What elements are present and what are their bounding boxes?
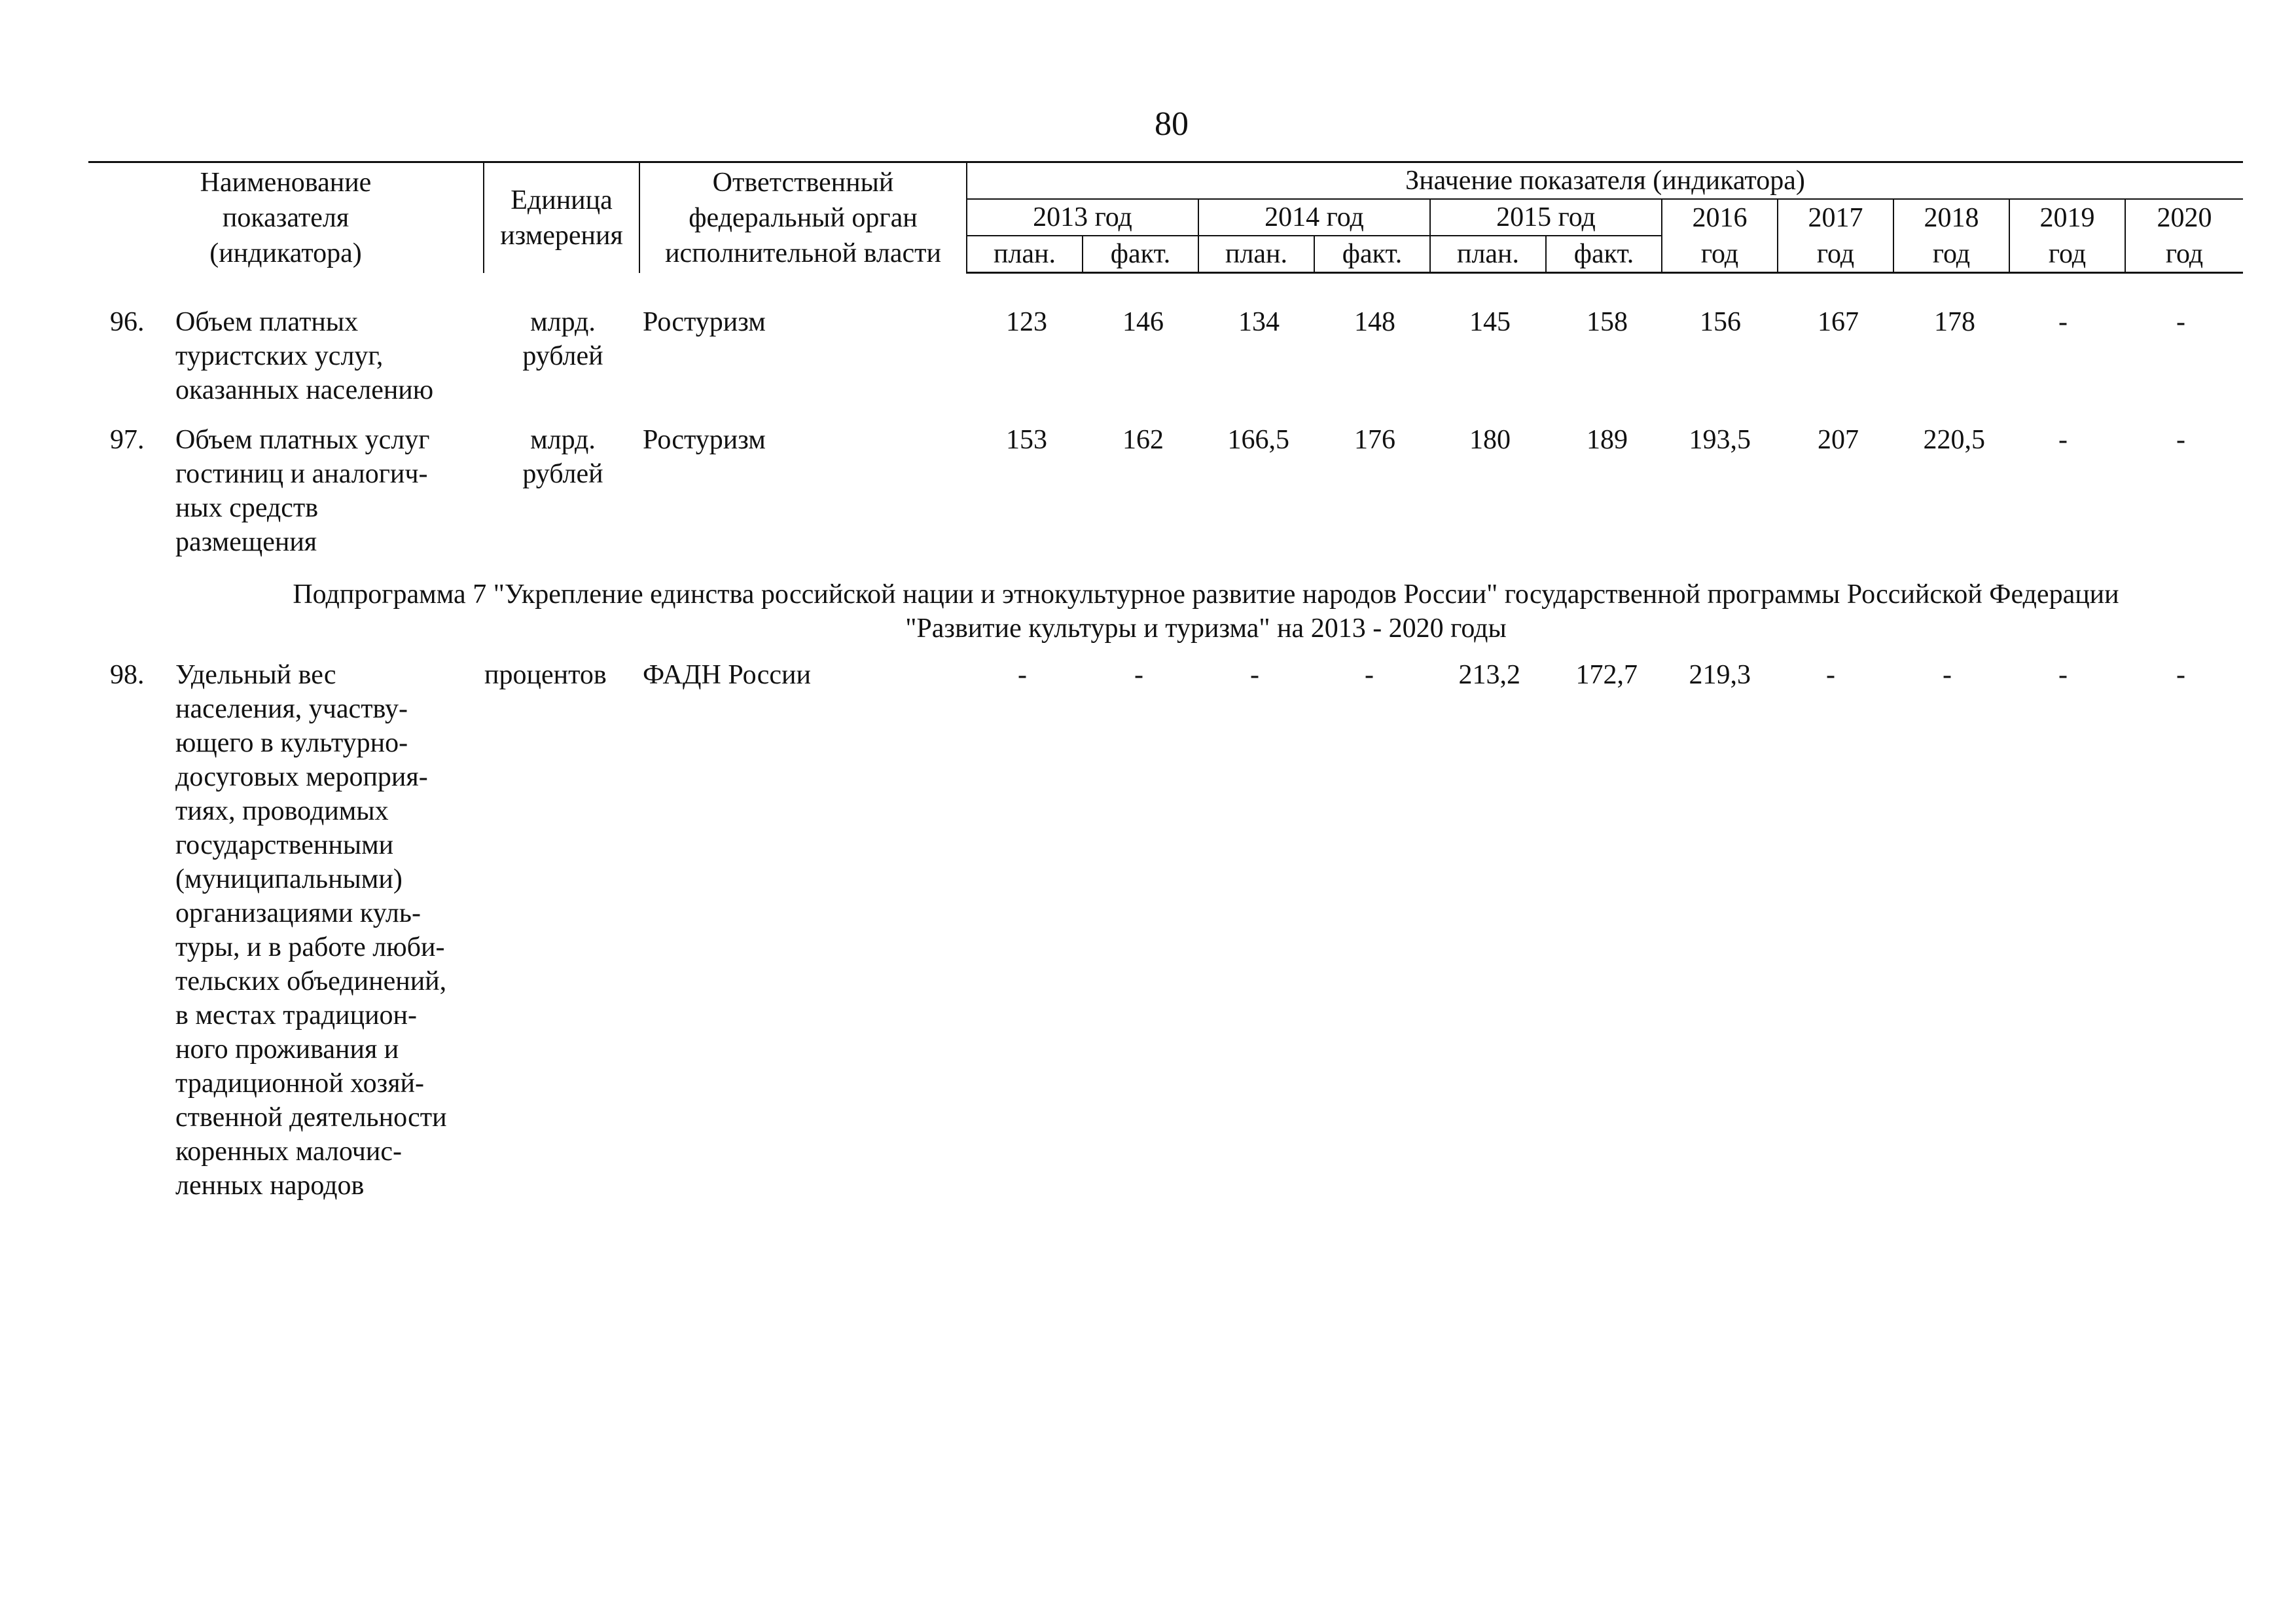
value-2017: 167 <box>1818 307 1859 337</box>
value-2013-plan: 123 <box>1006 307 1047 337</box>
value-2014-fact: 148 <box>1354 307 1395 337</box>
row-number: 98. <box>110 660 145 690</box>
value-2014-fact: - <box>1365 660 1374 690</box>
indicator-name <box>175 658 447 1203</box>
table-header <box>88 161 2243 274</box>
value-2013-plan: 153 <box>1006 425 1047 455</box>
indicator-name-line: организациями куль- <box>175 898 421 928</box>
indicator-name <box>175 423 429 559</box>
indicator-name-line: ных средств <box>175 493 319 523</box>
header-fact-2013: факт. <box>1083 236 1198 273</box>
subprogram-heading <box>88 577 2296 646</box>
unit: процентов <box>484 660 607 690</box>
value-2015-fact: 189 <box>1587 425 1628 455</box>
value-2013-fact: - <box>1134 660 1143 690</box>
header-unit-line: Единица <box>511 185 613 215</box>
header-fact-2014: факт. <box>1314 236 1430 273</box>
header-unit-column <box>484 162 639 273</box>
value-2014-plan: 134 <box>1238 307 1280 337</box>
indicator-name-line: в местах традицион- <box>175 1000 418 1030</box>
page-number: 80 <box>1155 105 1189 143</box>
value-2018: - <box>1943 660 1952 690</box>
value-2015-fact: 158 <box>1587 307 1628 337</box>
value-2020: - <box>2176 425 2185 455</box>
unit <box>497 305 628 373</box>
indicator-name-line: ленных народов <box>175 1171 365 1201</box>
indicator-name-line: Объем платных <box>175 307 359 337</box>
indicator-name-line: коренных малочис- <box>175 1137 402 1167</box>
indicator-name-line: туристских услуг, <box>175 341 384 371</box>
header-year-word-2018: год <box>1893 236 2009 273</box>
header-year-2020: 2020 <box>2125 199 2243 236</box>
header-agency-line: федеральный орган <box>689 202 918 233</box>
header-agency-line: исполнительной власти <box>665 238 941 268</box>
header-year-2018: 2018 <box>1893 199 2009 236</box>
header-name-line: (индикатора) <box>209 238 362 268</box>
header-year-word-2017: год <box>1778 236 1893 273</box>
value-2014-plan: 166,5 <box>1227 425 1289 455</box>
indicator-name-line: туры, и в работе люби- <box>175 932 445 962</box>
header-plan-2013: план. <box>967 236 1083 273</box>
value-2015-plan: 180 <box>1469 425 1511 455</box>
indicator-name-line: Удельный вес <box>175 660 336 690</box>
value-2015-fact: 172,7 <box>1575 660 1638 690</box>
table-row <box>0 423 2296 564</box>
value-2016: 156 <box>1700 307 1741 337</box>
indicator-name-line: населения, участву- <box>175 694 408 724</box>
value-2013-fact: 146 <box>1122 307 1164 337</box>
indicator-name-line: ющего в культурно- <box>175 728 408 758</box>
value-2013-plan: - <box>1018 660 1027 690</box>
value-2015-plan: 213,2 <box>1458 660 1520 690</box>
header-year-2016: 2016 <box>1662 199 1778 236</box>
header-year-word-2016: год <box>1662 236 1778 273</box>
header-year-word-2020: год <box>2125 236 2243 273</box>
header-agency-column <box>639 162 967 273</box>
value-2019: - <box>2058 660 2068 690</box>
subprogram-heading-line: "Развитие культуры и туризма" на 2013 - 2020 годы <box>905 613 1507 644</box>
header-name-line: Наименование <box>200 167 372 198</box>
value-2017: - <box>1826 660 1835 690</box>
indicator-name-line: тельских объединений, <box>175 966 447 996</box>
agency: Ростуризм <box>643 307 766 337</box>
value-2018: 220,5 <box>1923 425 1985 455</box>
indicator-name-line: размещения <box>175 527 317 557</box>
value-2015-plan: 145 <box>1469 307 1511 337</box>
header-plan-2014: план. <box>1198 236 1314 273</box>
indicator-name-line: традиционной хозяй- <box>175 1068 425 1099</box>
header-unit-line: измерения <box>500 220 623 251</box>
unit-line: рублей <box>522 459 603 489</box>
value-2014-fact: 176 <box>1354 425 1395 455</box>
header-year-2013: 2013 год <box>967 199 1198 236</box>
value-2016: 193,5 <box>1689 425 1751 455</box>
indicator-name <box>175 305 433 407</box>
agency: Ростуризм <box>643 425 766 455</box>
value-2017: 207 <box>1818 425 1859 455</box>
table-row <box>0 305 2296 410</box>
value-2013-fact: 162 <box>1122 425 1164 455</box>
indicator-name-line: государственными <box>175 830 394 860</box>
header-name-column <box>88 162 484 273</box>
unit <box>497 423 628 491</box>
indicator-name-line: ного проживания и <box>175 1034 399 1065</box>
table-row <box>0 658 2296 1208</box>
header-year-2015: 2015 год <box>1430 199 1662 236</box>
header-values-title: Значение показателя (индикатора) <box>967 162 2243 200</box>
header-plan-2015: план. <box>1430 236 1546 273</box>
value-2016: 219,3 <box>1689 660 1751 690</box>
indicator-name-line: (муниципальными) <box>175 864 403 894</box>
value-2020: - <box>2176 307 2185 337</box>
value-2018: 178 <box>1934 307 1975 337</box>
indicator-name-line: тиях, проводимых <box>175 796 389 826</box>
unit-line: млрд. <box>530 425 596 455</box>
value-2019: - <box>2058 425 2068 455</box>
row-number: 96. <box>110 307 145 337</box>
header-agency-line: Ответственный <box>712 167 894 198</box>
header-name-line: показателя <box>222 202 350 233</box>
value-2014-plan: - <box>1250 660 1259 690</box>
row-number: 97. <box>110 425 145 455</box>
header-year-2014: 2014 год <box>1198 199 1430 236</box>
indicator-name-line: ственной деятельности <box>175 1103 447 1133</box>
header-year-2019: 2019 <box>2009 199 2125 236</box>
indicator-name-line: досуговых мероприя- <box>175 762 428 792</box>
value-2019: - <box>2058 307 2068 337</box>
value-2020: - <box>2176 660 2185 690</box>
subprogram-heading-line: Подпрограмма 7 "Укрепление единства российской нации и этнокультурное развитие народов России" государственной программы Российской Федерации <box>293 579 2119 610</box>
indicator-name-line: гостиниц и аналогич- <box>175 459 428 489</box>
unit-line: млрд. <box>530 307 596 337</box>
header-year-word-2019: год <box>2009 236 2125 273</box>
header-fact-2015: факт. <box>1546 236 1662 273</box>
header-year-2017: 2017 <box>1778 199 1893 236</box>
agency: ФАДН России <box>643 660 811 690</box>
indicator-name-line: оказанных населению <box>175 375 434 405</box>
indicator-name-line: Объем платных услуг <box>175 425 430 455</box>
unit-line: рублей <box>522 341 603 371</box>
